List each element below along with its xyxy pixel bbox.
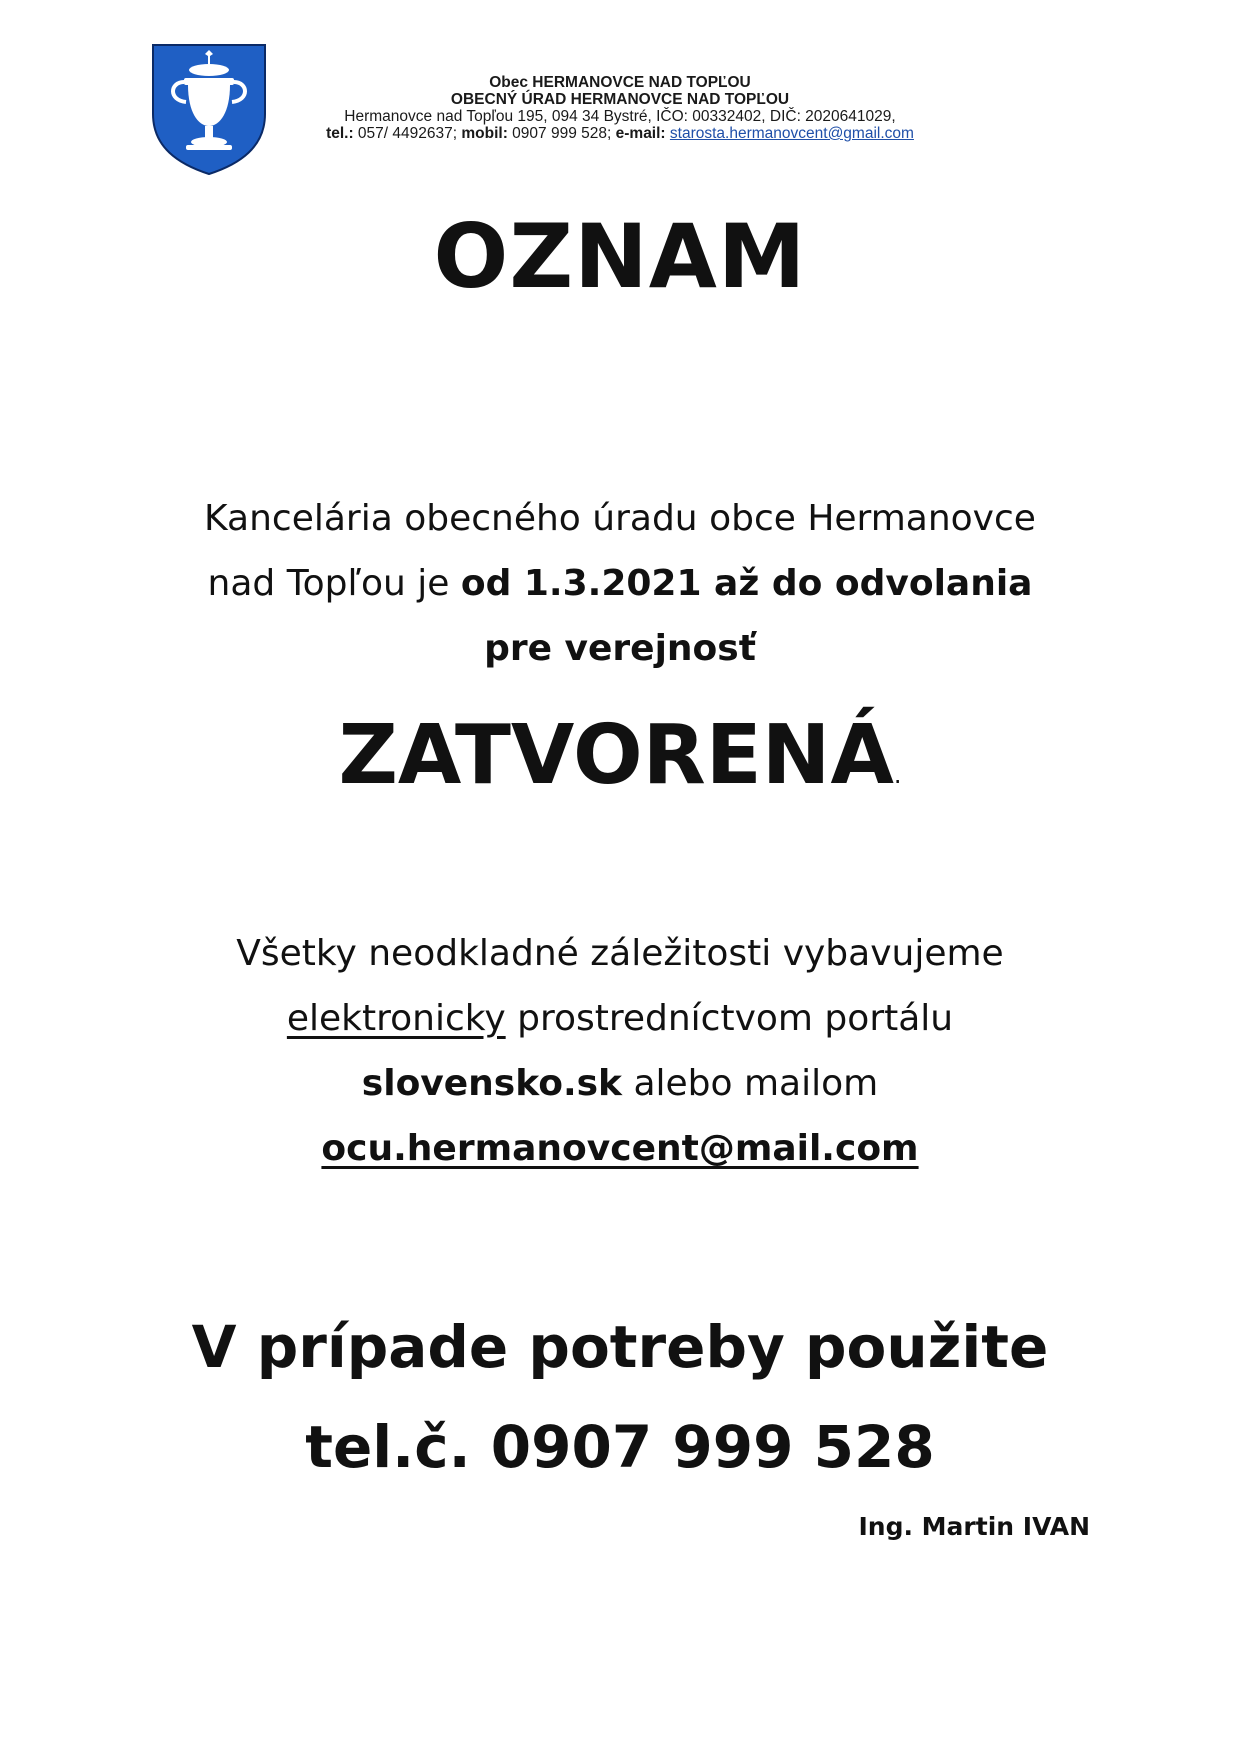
email-label: e-mail: <box>615 125 666 142</box>
contact-line <box>240 125 1000 142</box>
municipality-name: Obec HERMANOVCE NAD TOPĽOU <box>489 74 751 91</box>
header-email-link[interactable]: starosta.hermanovcent@gmail.com <box>669 125 914 142</box>
address-line: Hermanovce nad Topľou 195, 094 34 Bystré, IČO: 00332402, DIČ: 2020641029, <box>344 108 896 125</box>
closed-dot: . <box>893 761 902 789</box>
notice-line-2-plain: nad Topľou je <box>207 563 461 604</box>
signature: Ing. Martin IVAN <box>858 1512 1090 1541</box>
closed-status <box>0 708 1240 803</box>
instructions-line-2 <box>0 986 1240 1051</box>
callout-phone: tel.č. 0907 999 528 <box>305 1413 935 1481</box>
closure-notice <box>0 486 1240 681</box>
electronic-word: elektronicky <box>286 998 506 1039</box>
notice-line-2 <box>0 551 1240 616</box>
office-email-link[interactable]: ocu.hermanovcent@mail.com <box>321 1128 919 1169</box>
emergency-callout <box>0 1297 1240 1497</box>
instructions-line-3-rest: alebo mailom <box>622 1063 879 1104</box>
page-title: OZNAM <box>433 205 807 308</box>
notice-date-range: od 1.3.2021 až do odvolania <box>460 563 1033 604</box>
office-name: OBECNÝ ÚRAD HERMANOVCE NAD TOPĽOU <box>450 91 790 108</box>
portal-name: slovensko.sk <box>361 1063 622 1104</box>
callout-line-1: V prípade potreby použite <box>191 1313 1049 1381</box>
notice-line-1: Kancelária obecného úradu obce Hermanovce <box>204 498 1036 539</box>
mobil-label: mobil: <box>461 125 508 142</box>
letterhead <box>240 74 1000 142</box>
instructions-line-1: Všetky neodkladné záležitosti vybavujeme <box>236 933 1004 974</box>
instructions-line-2-rest: prostredníctvom portálu <box>505 998 954 1039</box>
notice-line-3: pre verejnosť <box>484 628 756 669</box>
tel-label: tel.: <box>326 125 354 142</box>
instructions-line-3 <box>0 1051 1240 1116</box>
closed-word: ZATVORENÁ <box>338 708 894 803</box>
contact-instructions <box>0 921 1240 1181</box>
tel-value: 057/ 4492637; <box>353 125 462 142</box>
mobil-value: 0907 999 528; <box>507 125 616 142</box>
